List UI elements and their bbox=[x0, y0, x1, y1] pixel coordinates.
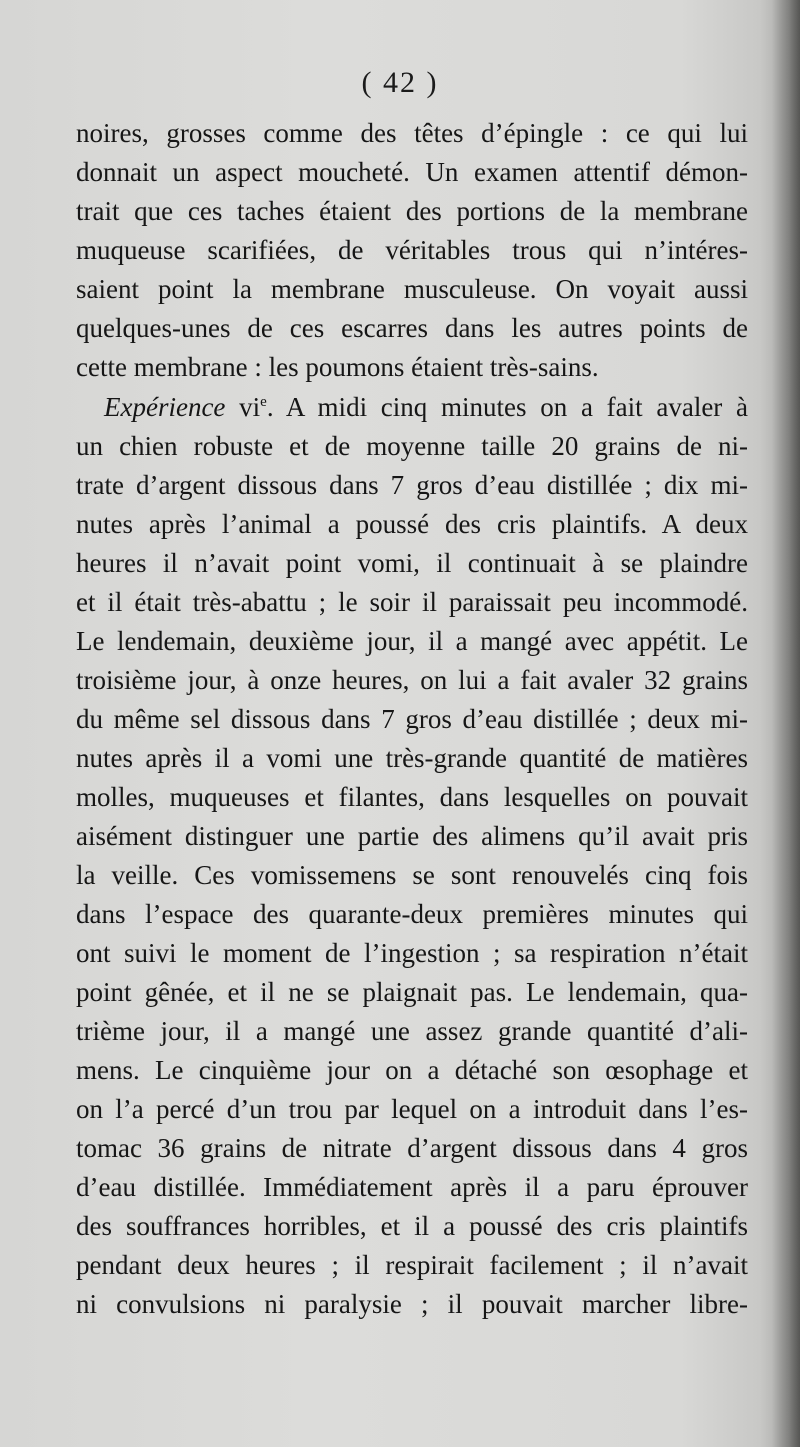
text-line: heures il n’avait point vomi, il continuait à se plaindre bbox=[76, 548, 748, 578]
text-line: quelques-unes de ces escarres dans les autres points de bbox=[76, 313, 748, 343]
text-line: molles, muqueuses et filantes, dans lesquelles on pouvait bbox=[76, 782, 748, 812]
text-line: des souffrances horribles, et il a poussé des cris plaintifs bbox=[76, 1211, 748, 1241]
page-number: ( 42 ) bbox=[361, 66, 439, 99]
text-line: et il était très-abattu ; le soir il paraissait peu incommodé. bbox=[76, 587, 748, 617]
text-line: noires, grosses comme des têtes d’épingle : ce qui lui bbox=[76, 118, 748, 148]
text-line: un chien robuste et de moyenne taille 20 grains de ni- bbox=[76, 431, 748, 461]
experiment-heading-line bbox=[104, 388, 748, 426]
text-line: nutes après l’animal a poussé des cris plaintifs. A deux bbox=[76, 509, 748, 539]
experiment-numeral-suffix: e bbox=[260, 394, 267, 410]
text-line: trait que ces taches étaient des portions de la membrane bbox=[76, 196, 748, 226]
text-line: d’eau distillée. Immédiatement après il a paru éprouver bbox=[76, 1172, 748, 1202]
page-gutter-shadow bbox=[772, 0, 800, 1447]
text-line: ni convulsions ni paralysie ; il pouvait marcher libre- bbox=[76, 1289, 748, 1319]
text-line: nutes après il a vomi une très-grande quantité de matières bbox=[76, 743, 748, 773]
experiment-text: . A midi cinq minutes on a fait avaler à bbox=[266, 392, 748, 422]
text-line: tomac 36 grains de nitrate d’argent dissous dans 4 gros bbox=[76, 1133, 748, 1163]
text-line: trate d’argent dissous dans 7 gros d’eau distillée ; dix mi- bbox=[76, 470, 748, 500]
text-line: donnait un aspect moucheté. Un examen attentif démon- bbox=[76, 157, 748, 187]
text-line: cette membrane : les poumons étaient très-sains. bbox=[76, 352, 599, 382]
text-line: troisième jour, à onze heures, on lui a fait avaler 32 grains bbox=[76, 665, 748, 695]
text-line: saient point la membrane musculeuse. On voyait aussi bbox=[76, 274, 748, 304]
text-line: Le lendemain, deuxième jour, il a mangé avec appétit. Le bbox=[76, 626, 748, 656]
text-line: trième jour, il a mangé une assez grande quantité d’ali- bbox=[76, 1016, 748, 1046]
experiment-label: Expérience bbox=[104, 392, 226, 422]
text-line: muqueuse scarifiées, de véritables trous qui n’intéres- bbox=[76, 235, 748, 265]
experiment-numeral: vi bbox=[239, 392, 261, 422]
text-line: ont suivi le moment de l’ingestion ; sa respiration n’était bbox=[76, 938, 748, 968]
text-line: point gênée, et il ne se plaignait pas. Le lendemain, qua- bbox=[76, 977, 748, 1007]
text-line: pendant deux heures ; il respirait facilement ; il n’avait bbox=[76, 1250, 748, 1280]
text-line: aisément distinguer une partie des alimens qu’il avait pris bbox=[76, 821, 748, 851]
text-line: du même sel dissous dans 7 gros d’eau distillée ; deux mi- bbox=[76, 704, 748, 734]
text-line: la veille. Ces vomissemens se sont renouvelés cinq fois bbox=[76, 860, 748, 890]
text-line: dans l’espace des quarante-deux premières minutes qui bbox=[76, 899, 748, 929]
text-line: on l’a percé d’un trou par lequel on a introduit dans l’es- bbox=[76, 1094, 748, 1124]
text-line: mens. Le cinquième jour on a détaché son œsophage et bbox=[76, 1055, 748, 1085]
